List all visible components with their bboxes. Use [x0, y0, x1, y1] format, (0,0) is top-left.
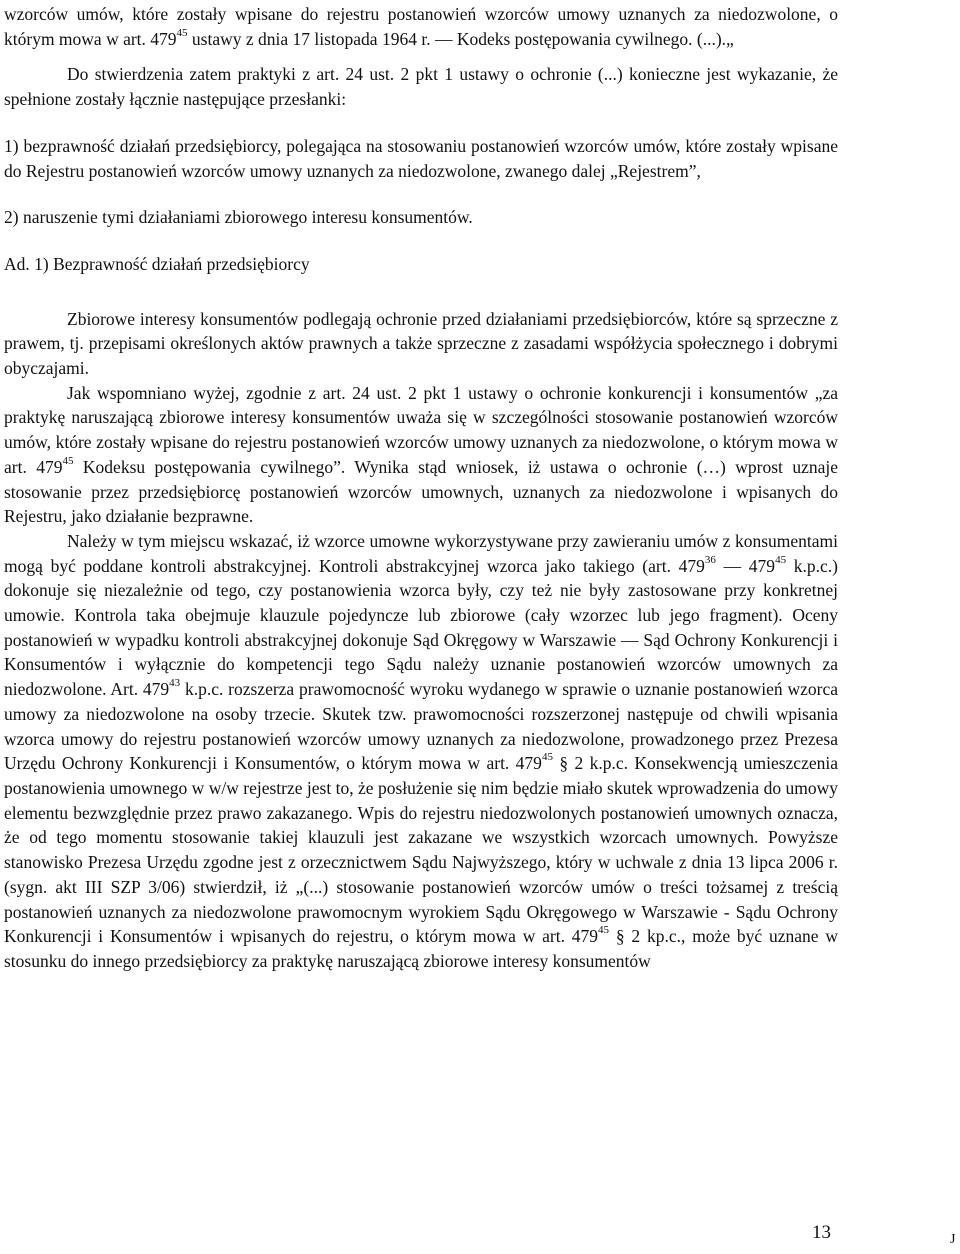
corner-mark: J [950, 1232, 956, 1247]
paragraph-as-mentioned: Jak wspomniano wyżej, zgodnie z art. 24 ust. 2 pkt 1 ustawy o ochronie konkurencji i konsumentów „za praktykę naruszającą zbiorowe interesy konsumentów uważa się w szczególności stosowanie postanowień wzorców umów, które zostały wpisane do rejestru postanowień wzorców umowy uznanych za niedozwolone, o którym mowa w art. $479^{45}$ Kodeksu postępowania cywilnego”. Wynika stąd wniosek, iż ustawa o ochronie (…) wprost uznaje stosowanie przez przedsiębiorcę postanowień wzorców umownych, uznanych za niedozwolone i wpisanych do Rejestru, jako działanie bezprawne. [4, 382, 838, 527]
body-text [4, 2, 838, 974]
paragraph-premises-intro: Do stwierdzenia zatem praktyki z art. 24 ust. 2 pkt 1 ustawy o ochronie (...) konieczne jest wykazanie, że spełnione zostały łącznie następujące przesłanki: [4, 64, 838, 110]
superscript: 45 [541, 751, 553, 764]
premise-1: 1) bezprawność działań przedsiębiorcy, polegająca na stosowaniu postanowień wzorców umów, które zostały wpisane do Rejestru postanowień wzorców umowy uznanych za niedozwolone, zwanego dalej „Rejestrem”, [4, 135, 838, 181]
section-heading: Ad. 1) Bezprawność działań przedsiębiorcy [4, 253, 310, 274]
superscript: 45 [598, 924, 610, 937]
paragraph-continuation: wzorców umów, które zostały wpisane do rejestru postanowień wzorców umowy uznanych za niedozwolone, o którym mowa w art. $479^{45}$ ustawy z dnia 17 listopada 1964 r. — Kodeks postępowania cywilnego. (...).„ [4, 4, 838, 49]
page-number: 13 [812, 1222, 831, 1243]
paragraph-abstract-control: Należy w tym miejscu wskazać, iż wzorce umowne wykorzystywane przy zawieraniu umów z konsumentami mogą być poddane kontroli abstrakcyjnej. Kontroli abstrakcyjnej wzorca jako takiego (art. $479^{36}$ — $479^{45}$ k.p.c.) dokonuje się niezależnie od tego, czy postanowienia wzorca były, czy też nie były zastosowane przy konkretnej umowie. Kontrola taka obejmuje klauzule pojedyncze lub zbiorowe (cały wzorzec lub jego fragment). Oceny postanowień w wypadku kontroli abstrakcyjnej dokonuje Sąd Okręgowy w Warszawie — Sąd Ochrony Konkurencji i Konsumentów i wyłącznie do kompetencji tego Sądu należy uznanie postanowień wzorców umownych za niedozwolone. Art. $479^{43}$ k.p.c. rozszerza prawomocność wyroku wydanego w sprawie o uznanie postanowień wzorca umowy za niedozwolone na osoby trzecie. Skutek tzw. prawomocności rozszerzonej następuje od chwili wpisania wzorca umowy do rejestru postanowień wzorców umowy uznanych za niedozwolone, prowadzonego przez Prezesa Urzędu Ochrony Konkurencji i Konsumentów, o którym mowa w art. $479^{45}$ § 2 k.p.c. Konsekwencją umieszczenia postanowienia umownego w w/w rejestrze jest to, że posłużenie się nim będzie miało skutek wprowadzenia do umowy elementu bezwzględnie przez prawo zakazanego. Wpis do rejestru niedozwolonych postanowień umownych oznacza, że od tego momentu stosowanie takiej klauzuli jest zakazane we wszystkich wzorcach umownych. Powyższe stanowisko Prezesa Urzędu zgodne jest z orzecznictwem Sądu Najwyższego, który w uchwale z dnia 13 lipca 2006 r. (sygn. akt III SZP 3/06) stwierdził, iż „(...) stosowanie postanowień wzorców umów o treści tożsamej z treścią postanowień uznanych za niedozwolone prawomocnym wyrokiem Sądu Okręgowego w Warszawie - Sądu Ochrony Konkurencji i Konsumentów i wpisanych do rejestru, o którym mowa w art. $479^{45}$ § 2 kp.c., może być uznane w stosunku do innego przedsiębiorcy za praktykę naruszającą zbiorowe interesy konsumentów [4, 530, 838, 971]
superscript: 43 [169, 677, 181, 690]
superscript: 36 [704, 553, 716, 566]
premise-2: 2) naruszenie tymi działaniami zbiorowego interesu konsumentów. [4, 207, 473, 228]
superscript: 45 [775, 553, 787, 566]
superscript: 45 [62, 455, 74, 468]
superscript: 45 [176, 26, 188, 39]
paragraph-collective-interests: Zbiorowe interesy konsumentów podlegają ochronie przed działaniami przedsiębiorców, które są sprzeczne z prawem, tj. przepisami określonych aktów prawnych a także sprzeczne z zasadami współżycia społecznego i dobrymi obyczajami. [4, 308, 838, 379]
